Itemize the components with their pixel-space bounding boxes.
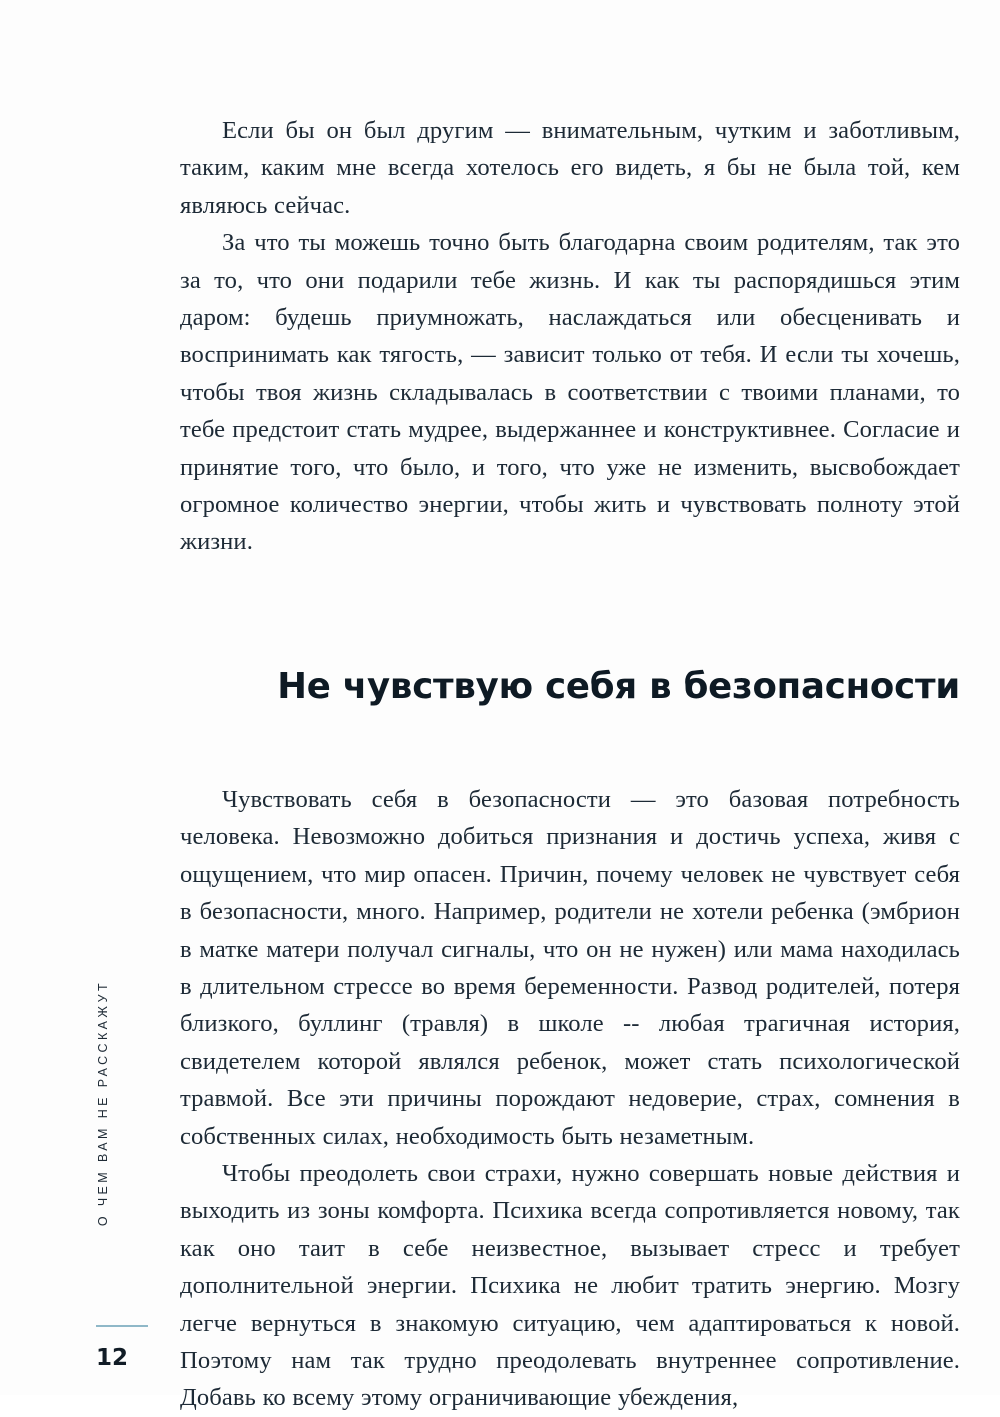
page-number: 12 xyxy=(96,1345,129,1371)
spacer xyxy=(180,561,960,665)
running-head xyxy=(96,980,126,1300)
running-head-text: О ЧЕМ ВАМ НЕ РАССКАЖУТ xyxy=(96,980,110,1227)
decorative-rule xyxy=(96,1325,148,1327)
chapter-title: Не чувствую себя в безопасности xyxy=(277,665,960,707)
text-column xyxy=(180,112,960,1417)
paragraph: Если бы он был другим — внимательным, чутким и заботливым, таким, каким мне всегда хотелось его видеть, я бы не была той, кем являюсь сейчас. xyxy=(180,117,960,219)
paragraph: Чувствовать себя в безопасности — это базовая потребность человека. Невозможно добиться признания и достичь успеха, живя с ощущением, что мир опасен. Причин, почему человек не чувствует себя в безопасности, много. Например, родители не хотели ребенка (эмбрион в матке матери получал сигналы, что он не нужен) или мама находилась в длительном стрессе во время беременности. Развод родителей, потеря близкого, буллинг (травля) в школе -- любая трагичная история, свидетелем которой являлся ребенок, может стать психологической травмой. Все эти причины порождают недоверие, страх, сомнения в собственных силах, необходимость быть незаметным. xyxy=(180,785,960,1150)
spacer xyxy=(180,709,960,781)
paragraph: За что ты можешь точно быть благодарна своим родителям, так это за то, что они подарили тебе жизнь. И как ты распорядишься этим даром: будешь приумножать, наслаждаться или обесценивать и воспринимать как тягость, — зависит только от тебя. И если ты хочешь, чтобы твоя жизнь складывалась в соответствии с твоими планами, то тебе предстоит стать мудрее, выдержаннее и конструктивнее. Согласие и принятие того, что было, и того, что уже не изменить, высвобождает огромное количество энергии, чтобы жить и чувствовать полноту этой жизни. xyxy=(180,229,960,556)
paragraph: Чтобы преодолеть свои страхи, нужно совершать новые действия и выходить из зоны комфорта. Психика всегда сопротивляется новому, так как оно таит в себе неизвестное, вызывает стресс и требует дополнительной энергии. Психика не любит тратить энергию. Мозгу легче вернуться в знакомую ситуацию, чем адаптироваться к новой. Поэтому нам так трудно преодолевать внутреннее сопротивление. Добавь ко всему этому ограничивающие убеждения, xyxy=(180,1159,960,1412)
